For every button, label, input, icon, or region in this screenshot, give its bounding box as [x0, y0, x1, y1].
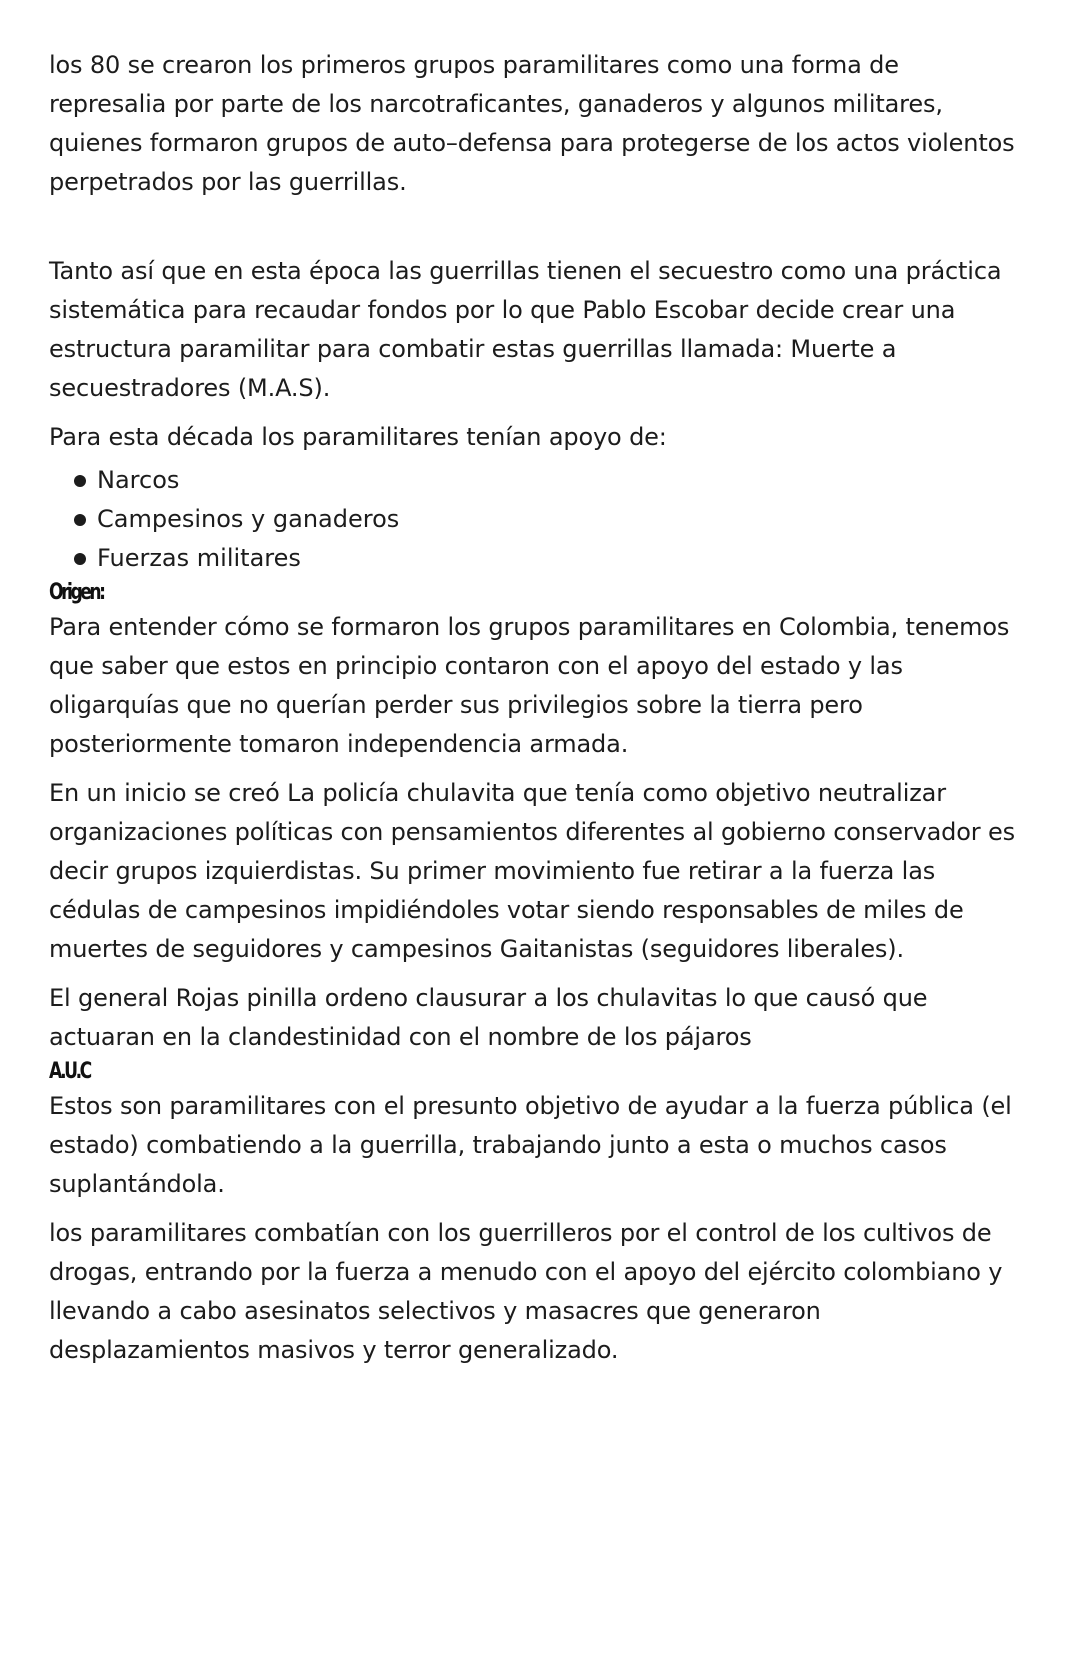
list-item — [74, 500, 1020, 539]
bullet-icon — [74, 514, 86, 526]
list-item — [74, 539, 1020, 578]
origen-paragraph-1: Para entender cómo se formaron los grupos paramilitares en Colombia, tenemos que saber que estos en principio contaron con el apoyo del estado y las oligarquías que no querían perder sus privilegios sobre la tierra pero posteriormente tomaron independencia armada. — [49, 613, 1010, 758]
list-item — [74, 461, 1020, 500]
bullet-icon — [74, 475, 86, 487]
support-list — [49, 461, 1020, 578]
bullet-icon — [74, 553, 86, 565]
origen-paragraph-2: En un inicio se creó La policía chulavita que tenía como objetivo neutralizar organizaciones políticas con pensamientos diferentes al gobierno conservador es decir grupos izquierdistas. Su primer movimiento fue retirar a la fuerza las cédulas de campesinos impidiéndoles votar siendo responsables de miles de muertes de seguidores y campesinos Gaitanistas (seguidores liberales). — [49, 779, 1015, 963]
list-item-label: Narcos — [97, 466, 180, 494]
list-item-label: Fuerzas militares — [97, 544, 301, 572]
section-heading-auc: A.U.C — [49, 1059, 90, 1084]
intro-paragraph-2: Tanto así que en esta época las guerrillas tienen el secuestro como una práctica sistemática para recaudar fondos por lo que Pablo Escobar decide crear una estructura paramilitar para combatir estas guerrillas llamada: Muerte a secuestradores (M.A.S). — [49, 257, 1002, 402]
section-heading-origen: Origen: — [49, 580, 104, 605]
list-item-label: Campesinos y ganaderos — [97, 505, 400, 533]
intro-paragraph-1: los 80 se crearon los primeros grupos paramilitares como una forma de represalia por parte de los narcotraficantes, ganaderos y algunos militares, quienes formaron grupos de auto–defensa para protegerse de los actos violentos perpetrados por las guerrillas. — [49, 51, 1015, 196]
origen-paragraph-3: El general Rojas pinilla ordeno clausurar a los chulavitas lo que causó que actuaran en la clandestinidad con el nombre de los pájaros — [49, 984, 928, 1051]
auc-paragraph-1: Estos son paramilitares con el presunto objetivo de ayudar a la fuerza pública (el estado) combatiendo a la guerrilla, trabajando junto a esta o muchos casos suplantándola. — [49, 1092, 1012, 1198]
auc-paragraph-2: los paramilitares combatían con los guerrilleros por el control de los cultivos de drogas, entrando por la fuerza a menudo con el apoyo del ejército colombiano y llevando a cabo asesinatos selectivos y masacres que generaron desplazamientos masivos y terror generalizado. — [49, 1219, 1003, 1364]
intro-paragraph-3: Para esta década los paramilitares tenían apoyo de: — [49, 423, 667, 451]
